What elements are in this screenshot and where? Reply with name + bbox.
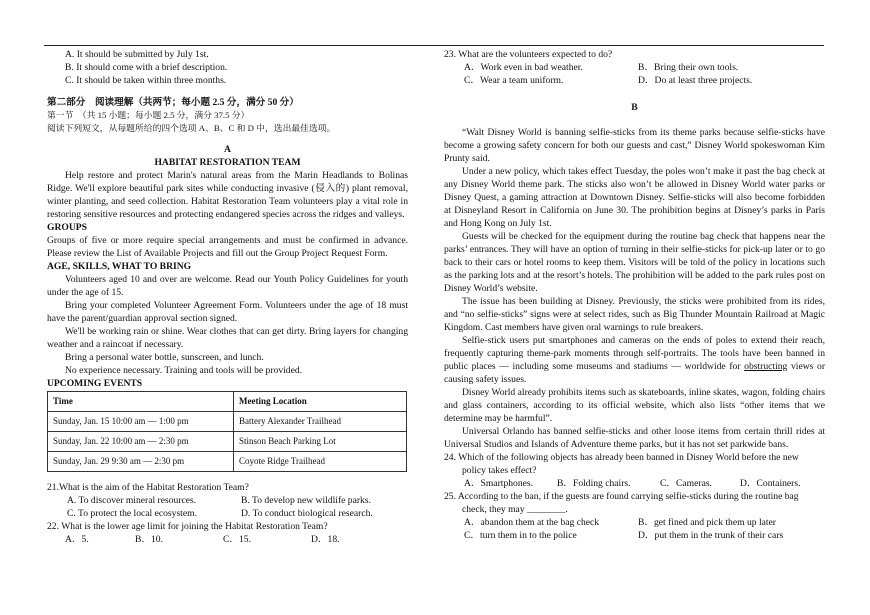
q22-options-row [47,533,408,546]
q25-option-d: D．put them in the trunk of their cars [638,530,784,541]
q22-option-b: B．10. [135,534,163,545]
table-header-time: Time [48,392,234,412]
passage-paragraph: Disney World already prohibits items such as skateboards, inline skates, wagon, folding chairs and glass containers, according to its official website, which also lists “other items that we determine may be harmful”. [444,387,825,424]
passage-paragraph: The issue has been building at Disney. Previously, the sticks were prohibited from its rides, and “no selfie-sticks” signs were at select rides, such as Big Thunder Mountain Railroad at Magic Kingdom. Cast members have given oral warnings to rule breakers. [444,296,825,333]
q25-options-row [444,516,825,529]
q21-options-row [47,507,408,520]
prev-option-b: B. It should come with a brief description. [65,62,228,73]
question-23: 23. What are the volunteers expected to do? [444,49,613,60]
passage-paragraph: Universal Orlando has banned selfie-sticks and other loose items from certain thrill rides at Universal Studios and Islands of Adventure theme parks, but it has not set parkwide bans. [444,426,825,450]
q24-options-row [444,477,825,490]
table-row [48,412,407,432]
q24-option-d: D．Containers. [740,478,801,489]
q21-option-a: A. To discover mineral resources. [67,495,197,506]
q23-option-c: C．Wear a team uniform. [464,75,564,86]
q23-options-row [444,61,825,74]
question-22: 22. What is the lower age limit for joining the Habitat Restoration Team? [47,521,328,532]
q25-option-c: C．turn them in to the police [464,530,577,541]
section-instructions: 阅读下列短文，从每题所给的四个选项 A、B、C 和 D 中，选出最佳选项。 [47,123,336,133]
right-column [444,48,825,542]
q23-option-a: A．Work even in bad weather. [464,62,583,73]
q21-option-c: C. To protect the local ecosystem. [67,508,197,519]
table-header-location: Meeting Location [234,392,407,412]
q25-option-a: A．abandon them at the bag check [464,517,600,528]
events-heading: UPCOMING EVENTS [47,378,143,389]
q23-option-d: D．Do at least three projects. [638,75,753,86]
passage-paragraph: Guests will be checked for the equipment during the routine bag check that happens near the parks’ entrances. They will have an option of turning in their selfie-sticks for pick-up later or to go back to their cars or hotel rooms to keep them. Visitors will be told of the policy in locations such as the parking lots and at the resort’s hotels. The prohibition will be added to the park rules post on Disney World’s website. [444,231,825,294]
table-row [48,432,407,452]
top-rule [44,45,824,46]
events-table [47,391,407,472]
paragraph-text: Selfie-stick users put smartphones and cameras on the ends of poles to extend their reach, frequently capturing theme-park moments through self-portraits. The tools have been banned in public places — including some museums and stadiums — worldwide for [444,335,825,372]
q21-option-b: B. To develop new wildlife parks. [241,495,371,506]
table-cell-time: Sunday, Jan. 22 10:00 am — 2:30 pm [48,432,234,452]
q25-options-row [444,529,825,542]
question-24: 24. Which of the following objects has already been banned in Disney World before the new policy takes effect? [444,452,799,476]
question-25: 25. According to the ban, if the guests are found carrying selfie-sticks during the routine bag check, they may ________. [444,491,799,515]
q22-option-c: C．15. [223,534,251,545]
paragraph-text: views or causing safety issues. [444,361,826,385]
intro-paragraph: Help restore and protect Marin's natural areas from the Marin Headlands to Bolinas Ridge. We'll explore beautiful park sites while conducting invasive (侵入的) plant removal, winter planting, and seed collection. Habitat Restoration Team volunteers play a vital role in restoring sensitive resources and protecting endangered species across the ridges and valleys. [47,170,408,220]
section-title: 第二部分 阅读理解（共两节；每小题 2.5 分，满分 50 分） [47,97,299,108]
age-paragraph: Volunteers aged 10 and over are welcome. Read our Youth Policy Guidelines for youth under the age of 15. [47,274,408,298]
q25-option-b: B．get fined and pick them up later [638,517,777,528]
q22-option-a: A．5. [65,534,89,545]
table-header-row [48,392,407,412]
table-cell-location: Stinson Beach Parking Lot [234,432,407,452]
question-21: 21.What is the aim of the Habitat Restoration Team? [47,482,249,493]
age-heading: AGE, SKILLS, WHAT TO BRING [47,261,192,272]
passage-paragraph [444,334,825,386]
groups-text: Groups of five or more require special arrangements and must be confirmed in advance. Please review the List of Available Projects and fill out the Group Project Request Form. [47,235,408,259]
prev-option-c: C. It should be taken within three months. [65,75,227,86]
q24-option-c: C．Cameras. [660,478,712,489]
passage-paragraph: “Walt Disney World is banning selfie-sticks from its theme parks because selfie-sticks have become a growing safety concern for both our guests and cast,” Disney World spokeswoman Kim Prunty said. [444,127,825,164]
q21-options-row [47,494,408,507]
q24-option-a: A．Smartphones. [464,478,534,489]
age-paragraph: We'll be working rain or shine. Wear clothes that can get dirty. Bring layers for changing weather and a raincoat if necessary. [47,326,408,350]
age-paragraph: Bring a personal water bottle, sunscreen, and lunch. [65,352,264,363]
table-row [48,452,407,472]
age-paragraph: No experience necessary. Training and tools will be provided. [65,365,303,376]
table-cell-time: Sunday, Jan. 15 10:00 am — 1:00 pm [48,412,234,432]
groups-heading: GROUPS [47,222,87,233]
table-cell-location: Battery Alexander Trailhead [234,412,407,432]
prev-option-a: A. It should be submitted by July 1st. [65,49,209,60]
q23-options-row [444,74,825,87]
age-paragraph: Bring your completed Volunteer Agreement Form. Volunteers under the age of 18 must have the parent/guardian approval section signed. [47,300,408,324]
passage-letter: B [631,102,638,113]
passage-letter: A [224,144,231,155]
q24-option-b: B．Folding chairs. [557,478,631,489]
left-column [47,48,408,546]
passage-paragraph: Under a new policy, which takes effect Tuesday, the poles won’t make it past the bag check at any Disney World theme park. The sticks also won’t be allowed in Disney World water parks or Disney Quest, a gaming attraction at Downtown Disney. Selfie-sticks will also become forbidden at Disneyland Resort in California on June 30. The prohibition begins at Disney’s parks in Paris and Hong Kong on July 1st. [444,166,825,229]
q23-option-b: B．Bring their own tools. [638,62,739,73]
section-subtitle: 第一节 （共 15 小题；每小题 2.5 分，满分 37.5 分） [47,110,250,120]
table-cell-time: Sunday, Jan. 29 9:30 am — 2:30 pm [48,452,234,472]
passage-title: HABITAT RESTORATION TEAM [154,157,301,168]
table-cell-location: Coyote Ridge Trailhead [234,452,407,472]
q21-option-d: D. To conduct biological research. [241,508,373,519]
underlined-word: obstructing [744,361,788,372]
q22-option-d: D．18. [311,534,340,545]
